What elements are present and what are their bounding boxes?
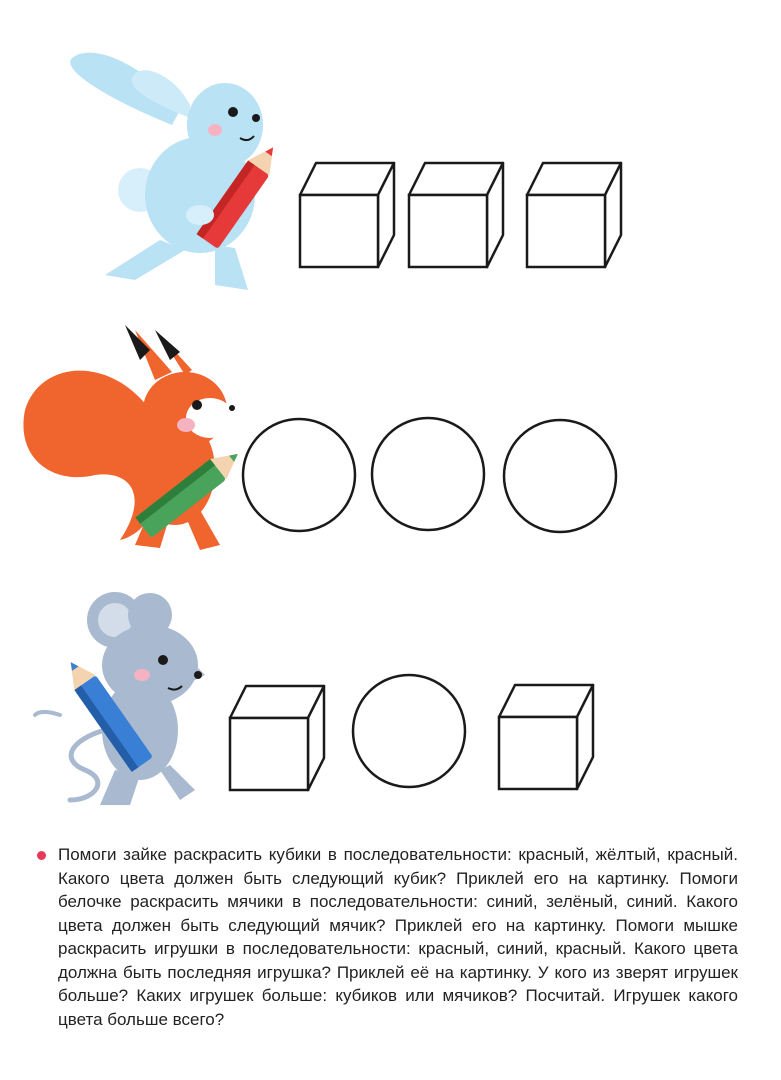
bullet-marker <box>37 851 46 860</box>
ball-2-2 <box>372 418 484 530</box>
instructions-text: Помоги зайке раскрасить кубики в последовательности: красный, жёлтый, красный. Какого цвета должен быть следующий кубик? Приклей его на картинку. Помоги белочке раскрасить мячики в последовательности: синий, зелёный, синий. Какого цвета должен быть следующий мячик? Приклей его на картинку. Помоги мышке раскрасить игрушки в последовательности: красный, синий, красный. Какого цвета должна быть последняя игрушка? Приклей её на картинку. У кого из зверят игрушек больше? Каких игрушек больше: кубиков или мячиков? Посчитай. Игрушек какого цвета больше всего? <box>58 845 738 1029</box>
cube-1-1 <box>300 163 394 267</box>
cube-3-3 <box>499 685 593 789</box>
squirrel-illustration <box>23 325 245 550</box>
ball-3-2 <box>353 675 465 787</box>
cube-3-1 <box>230 686 324 790</box>
mouse-illustration <box>35 592 205 805</box>
cube-1-2 <box>409 163 503 267</box>
cube-1-3 <box>527 163 621 267</box>
ball-2-3 <box>504 420 616 532</box>
ball-2-1 <box>243 419 355 531</box>
bunny-illustration <box>70 53 284 290</box>
